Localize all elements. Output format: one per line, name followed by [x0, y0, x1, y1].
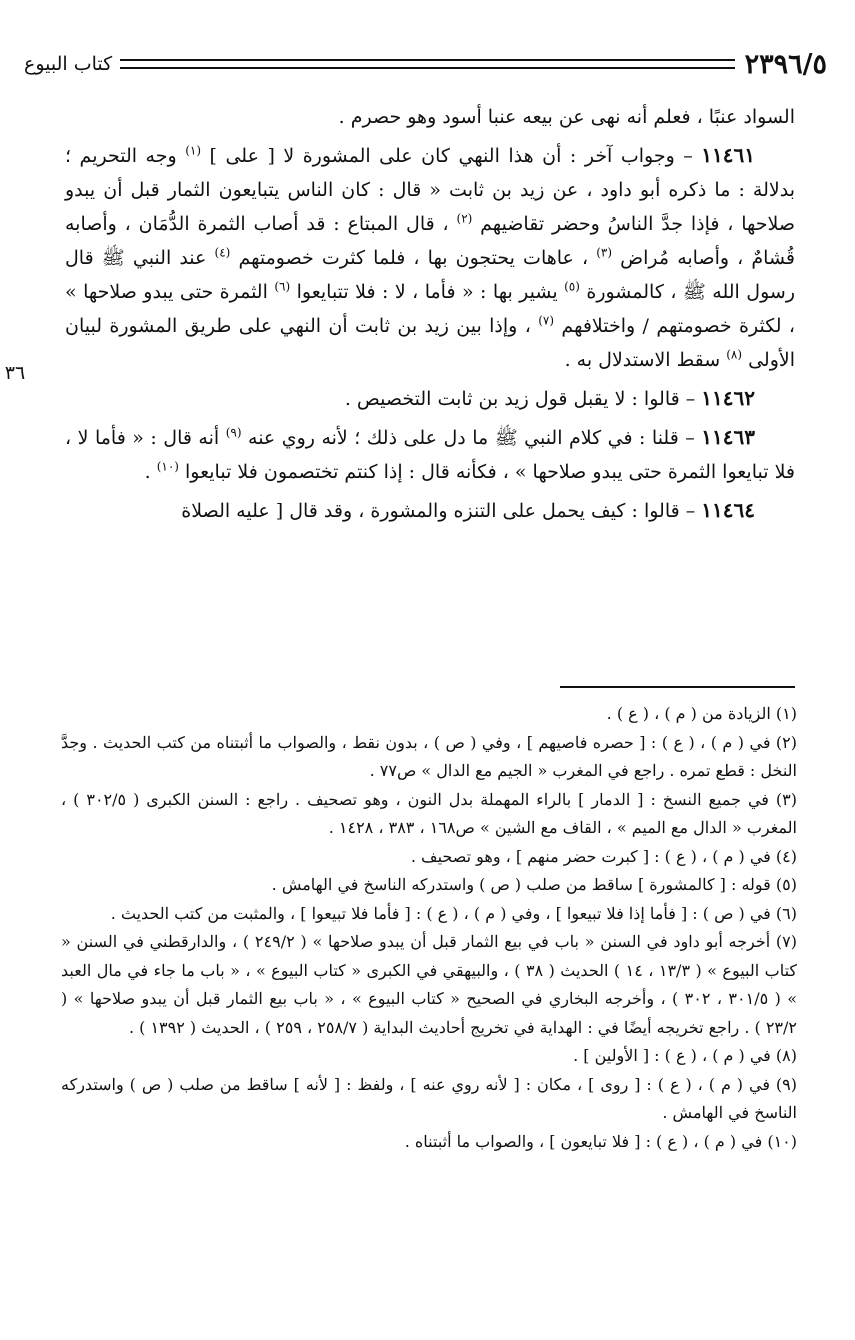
header-double-rule [120, 59, 734, 69]
paragraph-continuation [65, 100, 795, 134]
paragraph-11464 [65, 493, 795, 528]
footnote-10: (١٠) في ( م ) ، ( ع ) : [ فلا تبايعون ] ، والصواب ما أثبتناه . [404, 1131, 797, 1151]
paragraph-number: ١١٤٦٤ [701, 498, 755, 522]
paragraph-text: . [144, 461, 157, 483]
footnote-1: (١) الزيادة من ( م ) ، ( ع ) . [606, 704, 797, 723]
paragraph-text: ، عاهات يحتجون بها ، فلما كثرت خصومتهم [230, 247, 597, 269]
paragraph-text: الثمرة حتى يبدو صلاحها » ، لكثرة خصومتهم / واختلافهم [65, 281, 795, 337]
footnote-9: (٩) في ( م ) ، ( ع ) : [ روى ] ، مكان : [ لأنه روي عنه ] ، ولفظ : [ لأنه ] ساقط من صلب ( ص ) واستدركه الناسخ في الهامش . [61, 1074, 797, 1122]
paragraph-text: أنه قال : « فأما لا ، فلا تبايعوا الثمرة حتى يبدو صلاحها » ، فكأنه قال : إذا كنتم تختصمون فلا تبايعوا [65, 427, 795, 483]
paragraph-text: السواد عنبًا ، فعلم أنه نهى عن بيعه عنبا أسود وهو حصرم . [338, 106, 795, 128]
footnote-ref[interactable]: (٢) [456, 211, 473, 226]
paragraph-text: – قالوا : لا يقبل قول زيد بن ثابت التخصيص . [344, 388, 702, 410]
paragraph-text: عند النبي ﷺ قال رسول الله ﷺ ، كالمشورة [65, 247, 795, 303]
paragraph-text: يشير بها : « فأما ، لا : فلا تتبايعوا [290, 281, 565, 303]
main-text [65, 100, 795, 532]
footnote-3: (٣) في جميع النسخ : [ الدمار ] بالراء المهملة بدل النون ، وهو تصحيف . راجع : السنن الكبرى ( ٣٠٢/٥ ) ، المغرب « الدال مع الميم » ، القاف مع الشين » ص١٦٨ ، ٣٨٣ ، ١٤٢٨ . [61, 789, 798, 837]
footnote-8: (٨) في ( م ) ، ( ع ) : [ الأولين ] . [573, 1046, 797, 1065]
footnote-ref[interactable]: (٥) [564, 279, 580, 294]
footnote-ref[interactable]: (١) [185, 143, 202, 158]
footnote-ref[interactable]: (٤) [214, 245, 231, 260]
paragraph-number: ١١٤٦٢ [701, 386, 755, 410]
footnote-4: (٤) في ( م ) ، ( ع ) : [ كبرت حضر منهم ] ، وهو تصحيف . [410, 846, 797, 866]
footnotes [61, 700, 797, 1156]
footnote-ref[interactable]: (٦) [274, 279, 291, 294]
footnote-ref[interactable]: (١٠) [156, 459, 179, 474]
paragraph-11461 [65, 138, 795, 377]
page-header [24, 44, 827, 84]
footnote-6: (٦) في ( ص ) : [ فأما إذا فلا تبيعوا ] ، وفي ( م ) ، ( ع ) : [ فأما فلا تبيعوا ] ، والمثبت من كتب الحديث . [110, 903, 797, 923]
footnote-divider [560, 686, 795, 688]
page-number: ٢٣٩٦/٥ [744, 48, 827, 80]
paragraph-number: ١١٤٦١ [701, 143, 756, 167]
paragraph-text: سقط الاستدلال به . [564, 349, 727, 371]
paragraph-text: ، وإذا بين زيد بن ثابت أن النهي على طريق المشورة لبيان الأولى [65, 315, 795, 371]
paragraph-number: ١١٤٦٣ [701, 425, 756, 449]
footnote-7: (٧) أخرجه أبو داود في السنن « باب في بيع الثمار قبل أن يبدو صلاحها » ( ٢٤٩/٢ ) ، والدارقطني في السنن « كتاب البيوع » ( ١٣/٣ ، ١٤ ) الحديث ( ٣٨ ) ، والبيهقي في الكبرى « كتاب البيوع » ، « باب ما جاء في مال العبد » ( ٣٠١/٥ ، ٣٠٢ ) ، وأخرجه البخاري في الصحيح « كتاب البيوع » ، « باب بيع الثمار قبل أن يبدو صلاحها » ( ٢٣/٢ ) . راجع تخريجه أيضًا في : الهداية في تخريج أحاديث البداية ( ٢٥٨/٧ ، ٢٥٩ ) ، الحديث ( ١٣٩٢ ) . [61, 932, 798, 1037]
paragraph-text: – قالوا : كيف يحمل على التنزه والمشورة ، وقد قال [ عليه الصلاة [181, 500, 702, 522]
margin-page-reference: ٣٦ [4, 362, 26, 384]
paragraph-text: وجه التحريم ؛ بدلالة : ما ذكره أبو داود ، عن زيد بن ثابت « قال : كان الناس يتبايعون الثمار قبل أن يبدو صلاحها ، فإذا جدَّ الناسُ وحضر تقاضيهم [65, 145, 796, 235]
paragraph-text: – قلنا : في كلام النبي ﷺ ما دل على ذلك ؛ لأنه روي عنه [241, 427, 702, 449]
paragraph-11463 [65, 420, 795, 489]
footnote-ref[interactable]: (٧) [538, 313, 555, 328]
footnote-ref[interactable]: (٨) [726, 347, 743, 362]
footnote-ref[interactable]: (٣) [596, 245, 613, 260]
paragraph-text: ، قال المبتاع : قد أصاب الثمرة الدُّمَان ، وأصابه قُشامٌ ، وأصابه مُراض [65, 213, 795, 269]
footnote-ref[interactable]: (٩) [225, 425, 242, 440]
paragraph-text: – وجواب آخر : أن هذا النهي كان على المشورة لا [ على ] [201, 145, 702, 167]
book-title: كتاب البيوع [24, 53, 113, 75]
footnote-2: (٢) في ( م ) ، ( ع ) : [ حصره فاصيهم ] ، وفي ( ص ) ، بدون نقط ، والصواب ما أثبتناه من كتب الحديث . وجدَّ النخل : قطع تمره . راجع في المغرب « الجيم مع الدال » ص٧٧ . [61, 732, 797, 780]
footnote-5: (٥) قوله : [ كالمشورة ] ساقط من صلب ( ص ) واستدركه الناسخ في الهامش . [271, 875, 797, 894]
paragraph-11462 [65, 381, 795, 416]
